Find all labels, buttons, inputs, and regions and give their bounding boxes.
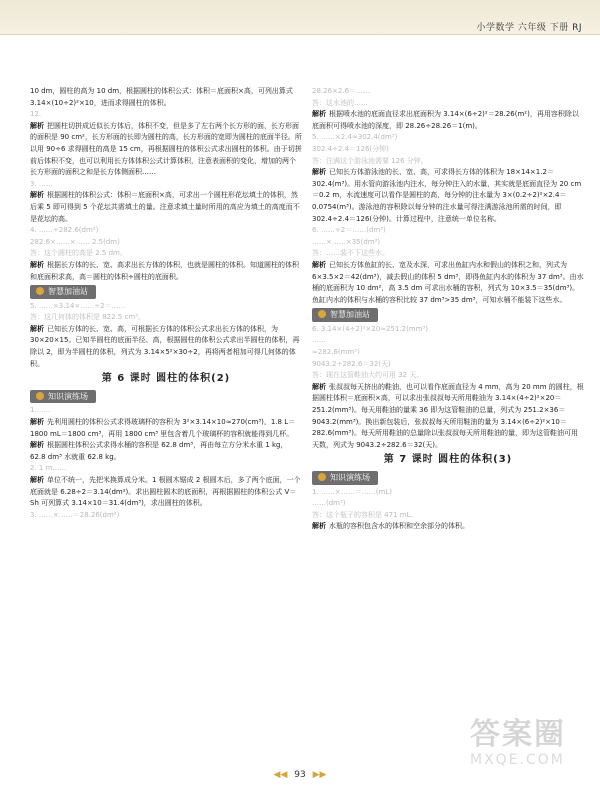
analysis-paragraph: [30, 260, 302, 283]
section-badge-label: 知识演练场: [330, 473, 370, 482]
bulb-icon: [36, 392, 44, 400]
paragraph-text: 先利用圆柱的体积公式求得玻璃杯的容积为 3²×3.14×10≈270(cm³)，1.8 L＝1800 mL＝1800 cm³，再用 1800 cm³ 里包含着几个玻璃杯的容积就能得到几杯。: [30, 418, 296, 438]
paragraph-text: 302.4÷2.4＝126(分钟): [312, 144, 389, 153]
paragraph-text: 5. ……×2.4≈302.4(dm³): [312, 133, 398, 142]
analysis-label: 解析: [30, 191, 44, 200]
analysis-paragraph: [312, 109, 584, 132]
answer-line: [312, 144, 584, 156]
analysis-paragraph: [30, 475, 302, 510]
analysis-paragraph: [30, 190, 302, 225]
analysis-label: 解析: [30, 121, 44, 130]
analysis-paragraph: [30, 417, 302, 440]
paragraph-text: ≈282.6(mm³): [312, 348, 360, 357]
paragraph-text: 28.26×2.6＝……: [312, 87, 371, 95]
paragraph-text: 3. ……×……＝28.26(dm²): [30, 510, 120, 519]
next-page-arrow[interactable]: ▶▶: [312, 770, 327, 780]
answer-line: [30, 109, 302, 121]
left-column: [30, 86, 302, 521]
answer-line: [312, 510, 584, 522]
paragraph-text: 已知长方体鱼缸的长、宽及水深，可求出鱼缸内水和假山的体积之和，列式为 6×3.5×2＝42(dm³)，减去假山的体积 5 dm³，即得鱼缸内水的体积为 37 dm³。由水桶的底面积为 10 dm²，高 3.5 dm 可求出水桶的容积，列式为 10×3.5＝35(dm³)。鱼缸内水的体积与水桶的容积比较 37 dm³>35 dm³，可知水桶不能装下这些水。: [312, 260, 584, 304]
paragraph-text: 答：现在这管鞋油大约可用 32 天。: [312, 371, 424, 380]
answer-line: [312, 359, 584, 371]
paragraph-text: 2. 1 m……: [30, 464, 67, 473]
answer-line: [30, 312, 302, 324]
answer-line: [30, 510, 302, 522]
analysis-label: 解析: [30, 418, 44, 427]
analysis-paragraph: [30, 440, 302, 463]
paragraph-text: ……(dm³): [312, 499, 346, 508]
answer-line: [312, 132, 584, 144]
paragraph-text: 根据圆柱体积公式求得水桶的容积是 62.8 dm³，再由每立方分米水重 1 kg，62.8 dm³ 水就重 62.8 kg。: [30, 441, 288, 461]
answer-line: [312, 335, 584, 347]
answer-line: [30, 225, 302, 237]
paragraph-text: 答：这水池的……: [312, 98, 368, 107]
analysis-label: 解析: [30, 476, 44, 484]
watermark-logo-text: 答案圈: [470, 717, 566, 752]
bulb-icon: [318, 310, 326, 318]
lesson-title: 第 6 课时 圆柱的体积(2): [101, 373, 231, 385]
answer-line: [312, 86, 584, 98]
paragraph-text: 9043.2÷282.6＝32(天): [312, 359, 391, 368]
analysis-paragraph: [312, 260, 584, 306]
answer-line: [312, 347, 584, 359]
section-badge: [312, 308, 378, 322]
answer-line: [30, 86, 302, 109]
section-badge: [30, 285, 96, 299]
paragraph-text: 1. ……×……＝……(mL): [312, 487, 392, 496]
section-badge: [30, 390, 96, 404]
analysis-label: 解析: [312, 110, 326, 119]
paragraph-text: 282.6×……×…… 2.5(dm): [30, 237, 120, 246]
answer-line: [30, 463, 302, 475]
paragraph-text: 答：……装不下这些水。: [312, 249, 389, 258]
answer-line: [312, 98, 584, 110]
answer-line: [30, 248, 302, 260]
answer-line: [312, 237, 584, 249]
section-badge-label: 智慧加油站: [330, 310, 370, 320]
paragraph-text: 6. ……÷2＝……(dm³): [312, 226, 386, 235]
answer-line: [30, 179, 302, 191]
answer-line: [312, 324, 584, 336]
section-badge-label: 知识演练场: [48, 391, 88, 401]
paragraph-text: ……×……×35(dm³): [312, 237, 381, 246]
analysis-label: 解析: [312, 382, 326, 391]
header-title: 小学数学 六年级 下册 RJ: [476, 23, 582, 33]
section-badge: [312, 471, 378, 485]
analysis-label: 解析: [30, 324, 44, 333]
paragraph-text: 已知长方体游泳池的长、宽、高，可求得长方体的体积为 18×14×1.2＝302.4(m³)。用水管向游泳池内注水，每分钟注入的水量，其实就是底面直径为 20 cm＝0.2 m，水流速度可以看作是圆柱的高，每分钟的注水量为 3×(0.2÷2)²×2.4＝0.0754(m³)。游泳池的容积除以每分钟的注水量可得注满游泳池所需的时间，即 302.4÷2.4＝126(分钟)。计算过程中，注意统一单位名称。: [312, 168, 582, 223]
paragraph-text: ……: [312, 336, 326, 345]
paragraph-text: 10 dm，圆柱的高为 10 dm，根据圆柱的体积公式：体积＝底面积×高，可列出算式 3.14×(10÷2)²×10，进而求得圆柱的体积。: [30, 87, 293, 107]
paragraph-text: 根据喷水池的底面直径求出底面积为 3.14×(6÷2)²＝28.26(m²)，再用容积除以底面积可得喷水池的深度，即 28.26÷28.26＝1(m)。: [312, 110, 579, 130]
analysis-paragraph: [30, 121, 302, 179]
paragraph-text: 答：这个圆柱的高是 2.5 dm。: [30, 249, 127, 258]
paragraph-text: 3. ……: [30, 179, 53, 188]
header-band: [0, 0, 600, 35]
analysis-paragraph: [312, 521, 584, 533]
prev-page-arrow[interactable]: ◀◀: [273, 770, 288, 780]
answer-line: [312, 248, 584, 260]
answer-line: [312, 487, 584, 499]
answer-line: [30, 237, 302, 249]
answer-line: [312, 225, 584, 237]
section-badge-label: 智慧加油站: [48, 287, 88, 297]
paragraph-text: 12.: [30, 110, 42, 119]
watermark-url: MXQE.COM: [470, 752, 565, 768]
paragraph-text: 答：这几何体的体积是 822.5 cm³。: [30, 313, 145, 322]
paragraph-text: 根据长方体的长、宽、高求出长方体的体积，也就是圆柱的体积。知道圆柱的体积和底面积求高，高＝圆柱的体积÷圆柱的底面积。: [30, 260, 299, 281]
page-number: 93: [294, 770, 306, 780]
bulb-icon: [36, 287, 44, 295]
answer-line: [30, 405, 302, 417]
paragraph-text: 已知长方体的长、宽、高，可根据长方体的体积公式求出长方体的体积，为 30×20×15。已知半圆柱的底面半径、高，根据圆柱的体积公式求出半圆柱的体积，再除以 2，即为半圆柱的体积，列式为 3.14×5²×30÷2，再将两者相加可得几何体的体积。: [30, 324, 300, 368]
paragraph-text: 张叔叔每天挤出的鞋油，也可以看作底面直径为 4 mm，高为 20 mm 的圆柱，根据圆柱体积＝底面积×高，可以求出张叔叔每天所用鞋油为 3.14×(4÷2)²×20＝251.2(mm³)。每天用鞋油的量乘 36 即为这管鞋油的总量，列式为 251.2×36＝9043.2(mm³)。换出新包装后，张叔叔每天所用鞋油的量为 3.14×(6÷2)²×10＝282.6(mm³)。每天所用鞋油的总量除以张叔叔每天所用鞋油的量，即为这管鞋油可用天数，列式为 9043.2÷282.6＝32(天)。: [312, 382, 584, 449]
paragraph-text: 答：注满这个游泳池需要 126 分钟。: [312, 156, 428, 165]
analysis-label: 解析: [312, 522, 326, 531]
bulb-icon: [318, 473, 326, 481]
paragraph-text: 水瓶的容积包含水的体积和空余部分的体积。: [329, 522, 469, 531]
paragraph-text: 答：这个瓶子的容积是 471 mL。: [312, 510, 418, 519]
analysis-paragraph: [312, 167, 584, 225]
analysis-label: 解析: [30, 441, 44, 450]
paragraph-text: 根据圆柱的体积公式：体积＝底面积×高，可求出一个圆柱形花坛填土的体积，然后乘 5 即可得到 5 个花坛共需填土的量。注意求填土量时所用的高应为填土的高度而不是花坛的高。: [30, 191, 300, 223]
analysis-label: 解析: [312, 260, 326, 269]
answer-line: [312, 156, 584, 168]
paragraph-text: 4. ……÷282.6(dm²): [30, 226, 99, 235]
paragraph-text: 1.……: [30, 406, 51, 415]
analysis-paragraph: [312, 382, 584, 452]
paragraph-text: 把圆柱切拼成近似长方体后，体积不变，但是多了左右两个长方形的面，长方形面的面积是 90 cm²，长方形面的长即为圆柱的高，长方形面的宽即为圆柱的底面半径。所以用 90÷6 求得圆柱的高是 15 cm，再根据圆柱的体积公式求出圆柱的体积。由于切拼前后体积不变，也可以利用长方体体积公式计算体积，注意表面积的变化，增加的两个长方形面的面积之和是长方体侧面积……: [30, 121, 302, 177]
watermark: [470, 718, 590, 798]
analysis-paragraph: [30, 324, 302, 370]
paragraph-text: 单位不统一，先把米换算成分米。1 根圆木锯成 2 根圆木后，多了两个底面，一个底面就是 6.28÷2＝3.14(dm²)。求出圆柱圆木的底面积，再根据圆柱的体积公式 V＝Sh 可列算式 3.14×10＝31.4(dm³)，求出圆柱的体积。: [30, 476, 301, 508]
analysis-label: 解析: [312, 168, 326, 177]
answer-line: [30, 301, 302, 313]
paragraph-text: 5. ……×3.14×……÷2＝……: [30, 301, 126, 310]
answer-line: [312, 370, 584, 382]
analysis-label: 解析: [30, 260, 44, 269]
right-column: [312, 86, 584, 533]
answer-line: [312, 498, 584, 510]
paragraph-text: 6. 3.14×(4÷2)²×20≈251.2(mm³): [312, 324, 428, 333]
lesson-title: 第 7 课时 圆柱的体积(3): [383, 454, 513, 466]
